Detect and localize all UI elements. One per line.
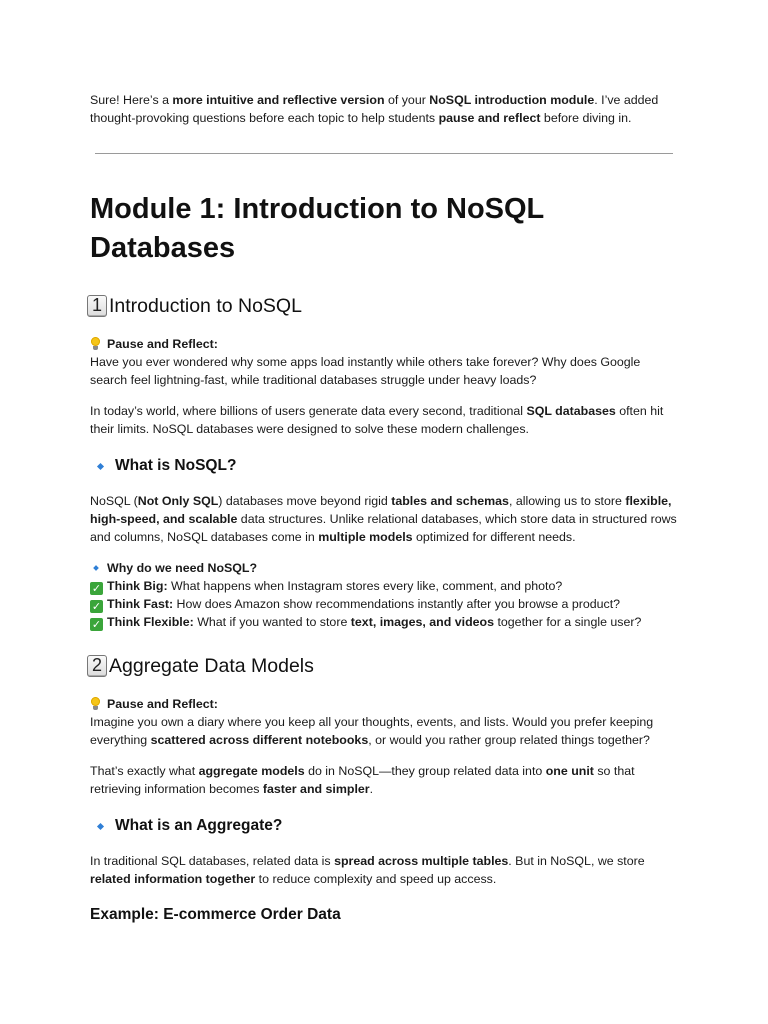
reflect-label: Pause and Reflect: bbox=[107, 697, 218, 711]
section-heading-2 bbox=[87, 653, 314, 679]
check-mark-icon: ✓ bbox=[91, 600, 102, 613]
paragraph-text: . But in NoSQL, we store bbox=[508, 854, 645, 868]
paragraph-text: , allowing us to store bbox=[508, 494, 626, 508]
example-heading: Example: E-commerce Order Data bbox=[90, 906, 341, 923]
paragraph-bold: faster and simpler bbox=[262, 782, 370, 796]
keycap-number-icon: 1 bbox=[87, 295, 107, 317]
reflect-text: , or would you rather group related things together? bbox=[368, 733, 650, 747]
list-item-text: together for a single user? bbox=[494, 615, 642, 629]
intro-text: Sure! Here’s a bbox=[90, 93, 173, 107]
list-item bbox=[90, 595, 680, 613]
horizontal-divider bbox=[95, 153, 673, 154]
reflect-text: Imagine you own a diary where you keep all your thoughts, events, and lists. Would you prefer keeping everything bbox=[90, 715, 654, 747]
intro-bold: pause and reflect bbox=[438, 111, 541, 125]
reflect-text: Have you ever wondered why some apps load instantly while others take forever? Why does Google search feel lightning-fast, while traditional databases struggle under heavy loads? bbox=[90, 355, 641, 387]
check-mark-icon: ✓ bbox=[91, 618, 102, 631]
blue-diamond-icon bbox=[97, 462, 104, 469]
reflect-block-2 bbox=[90, 695, 680, 749]
subheading-text: What is NoSQL? bbox=[115, 457, 237, 474]
keycap-number-icon: 2 bbox=[87, 655, 107, 677]
list-item-text: What happens when Instagram stores every like, comment, and photo? bbox=[167, 579, 563, 593]
intro-text: of your bbox=[384, 93, 430, 107]
list-item-label: Think Flexible: bbox=[107, 615, 194, 629]
blue-diamond-icon bbox=[97, 822, 104, 829]
reflect-block-1 bbox=[90, 335, 680, 389]
section-heading-text: Aggregate Data Models bbox=[109, 655, 314, 677]
check-mark-icon: ✓ bbox=[91, 582, 102, 595]
reflect-bold: scattered across different notebooks bbox=[150, 733, 369, 747]
lightbulb-icon bbox=[90, 337, 101, 350]
paragraph-text: optimized for different needs. bbox=[412, 530, 576, 544]
paragraph-bold: related information together bbox=[90, 872, 256, 886]
paragraph-bold: Not Only SQL bbox=[137, 494, 219, 508]
paragraph-text: to reduce complexity and speed up access. bbox=[255, 872, 497, 886]
paragraph-text: ) databases move beyond rigid bbox=[218, 494, 392, 508]
paragraph-bold: tables and schemas bbox=[391, 494, 509, 508]
page-title: Module 1: Introduction to NoSQL Databases bbox=[90, 193, 544, 264]
paragraph-aggregate-models bbox=[90, 762, 680, 798]
list-item bbox=[90, 577, 680, 595]
paragraph-text: . bbox=[369, 782, 374, 796]
intro-text: . I’ve added thought-provoking questions before each topic to help students bbox=[90, 93, 659, 125]
intro-bold: more intuitive and reflective version bbox=[172, 93, 385, 107]
blue-diamond-icon bbox=[93, 565, 99, 571]
section-heading-1 bbox=[87, 293, 302, 319]
reflect-label: Pause and Reflect: bbox=[107, 337, 218, 351]
paragraph-aggregate-definition bbox=[90, 852, 680, 888]
paragraph-bold: aggregate models bbox=[198, 764, 305, 778]
intro-bold: NoSQL introduction module bbox=[429, 93, 595, 107]
paragraph-text: data structures. Unlike relational databases, which store data in structured rows and columns, NoSQL databases come in bbox=[90, 512, 677, 544]
paragraph-text: often hit their limits. NoSQL databases were designed to solve these modern challenges. bbox=[90, 404, 664, 436]
list-heading: Why do we need NoSQL? bbox=[107, 561, 258, 575]
list-item-label: Think Big: bbox=[107, 579, 168, 593]
paragraph-text: so that retrieving information becomes bbox=[90, 764, 635, 796]
paragraph-bold: SQL databases bbox=[526, 404, 616, 418]
list-item-bold: text, images, and videos bbox=[350, 615, 495, 629]
paragraph-sql-limits bbox=[90, 402, 680, 438]
paragraph-bold: spread across multiple tables bbox=[334, 854, 509, 868]
lightbulb-icon bbox=[90, 697, 101, 710]
paragraph-text: In traditional SQL databases, related data is bbox=[90, 854, 335, 868]
paragraph-bold: flexible, high-speed, and scalable bbox=[90, 494, 672, 526]
subheading-text: What is an Aggregate? bbox=[115, 817, 283, 834]
paragraph-text: do in NoSQL—they group related data into bbox=[304, 764, 546, 778]
paragraph-text: That’s exactly what bbox=[90, 764, 199, 778]
subheading-what-is-nosql bbox=[98, 456, 236, 476]
subheading-what-is-aggregate bbox=[98, 816, 282, 836]
why-nosql-list bbox=[90, 559, 680, 631]
paragraph-text: In today’s world, where billions of users generate data every second, traditional bbox=[90, 404, 527, 418]
intro-text: before diving in. bbox=[540, 111, 632, 125]
section-heading-text: Introduction to NoSQL bbox=[109, 295, 302, 317]
list-item-text: What if you wanted to store bbox=[193, 615, 351, 629]
paragraph-bold: one unit bbox=[545, 764, 594, 778]
paragraph-text: NoSQL ( bbox=[90, 494, 138, 508]
list-item bbox=[90, 613, 680, 631]
list-item-text: How does Amazon show recommendations instantly after you browse a product? bbox=[173, 597, 621, 611]
intro-paragraph bbox=[90, 91, 680, 127]
paragraph-nosql-definition bbox=[90, 492, 680, 546]
list-item-label: Think Fast: bbox=[107, 597, 174, 611]
paragraph-bold: multiple models bbox=[318, 530, 413, 544]
